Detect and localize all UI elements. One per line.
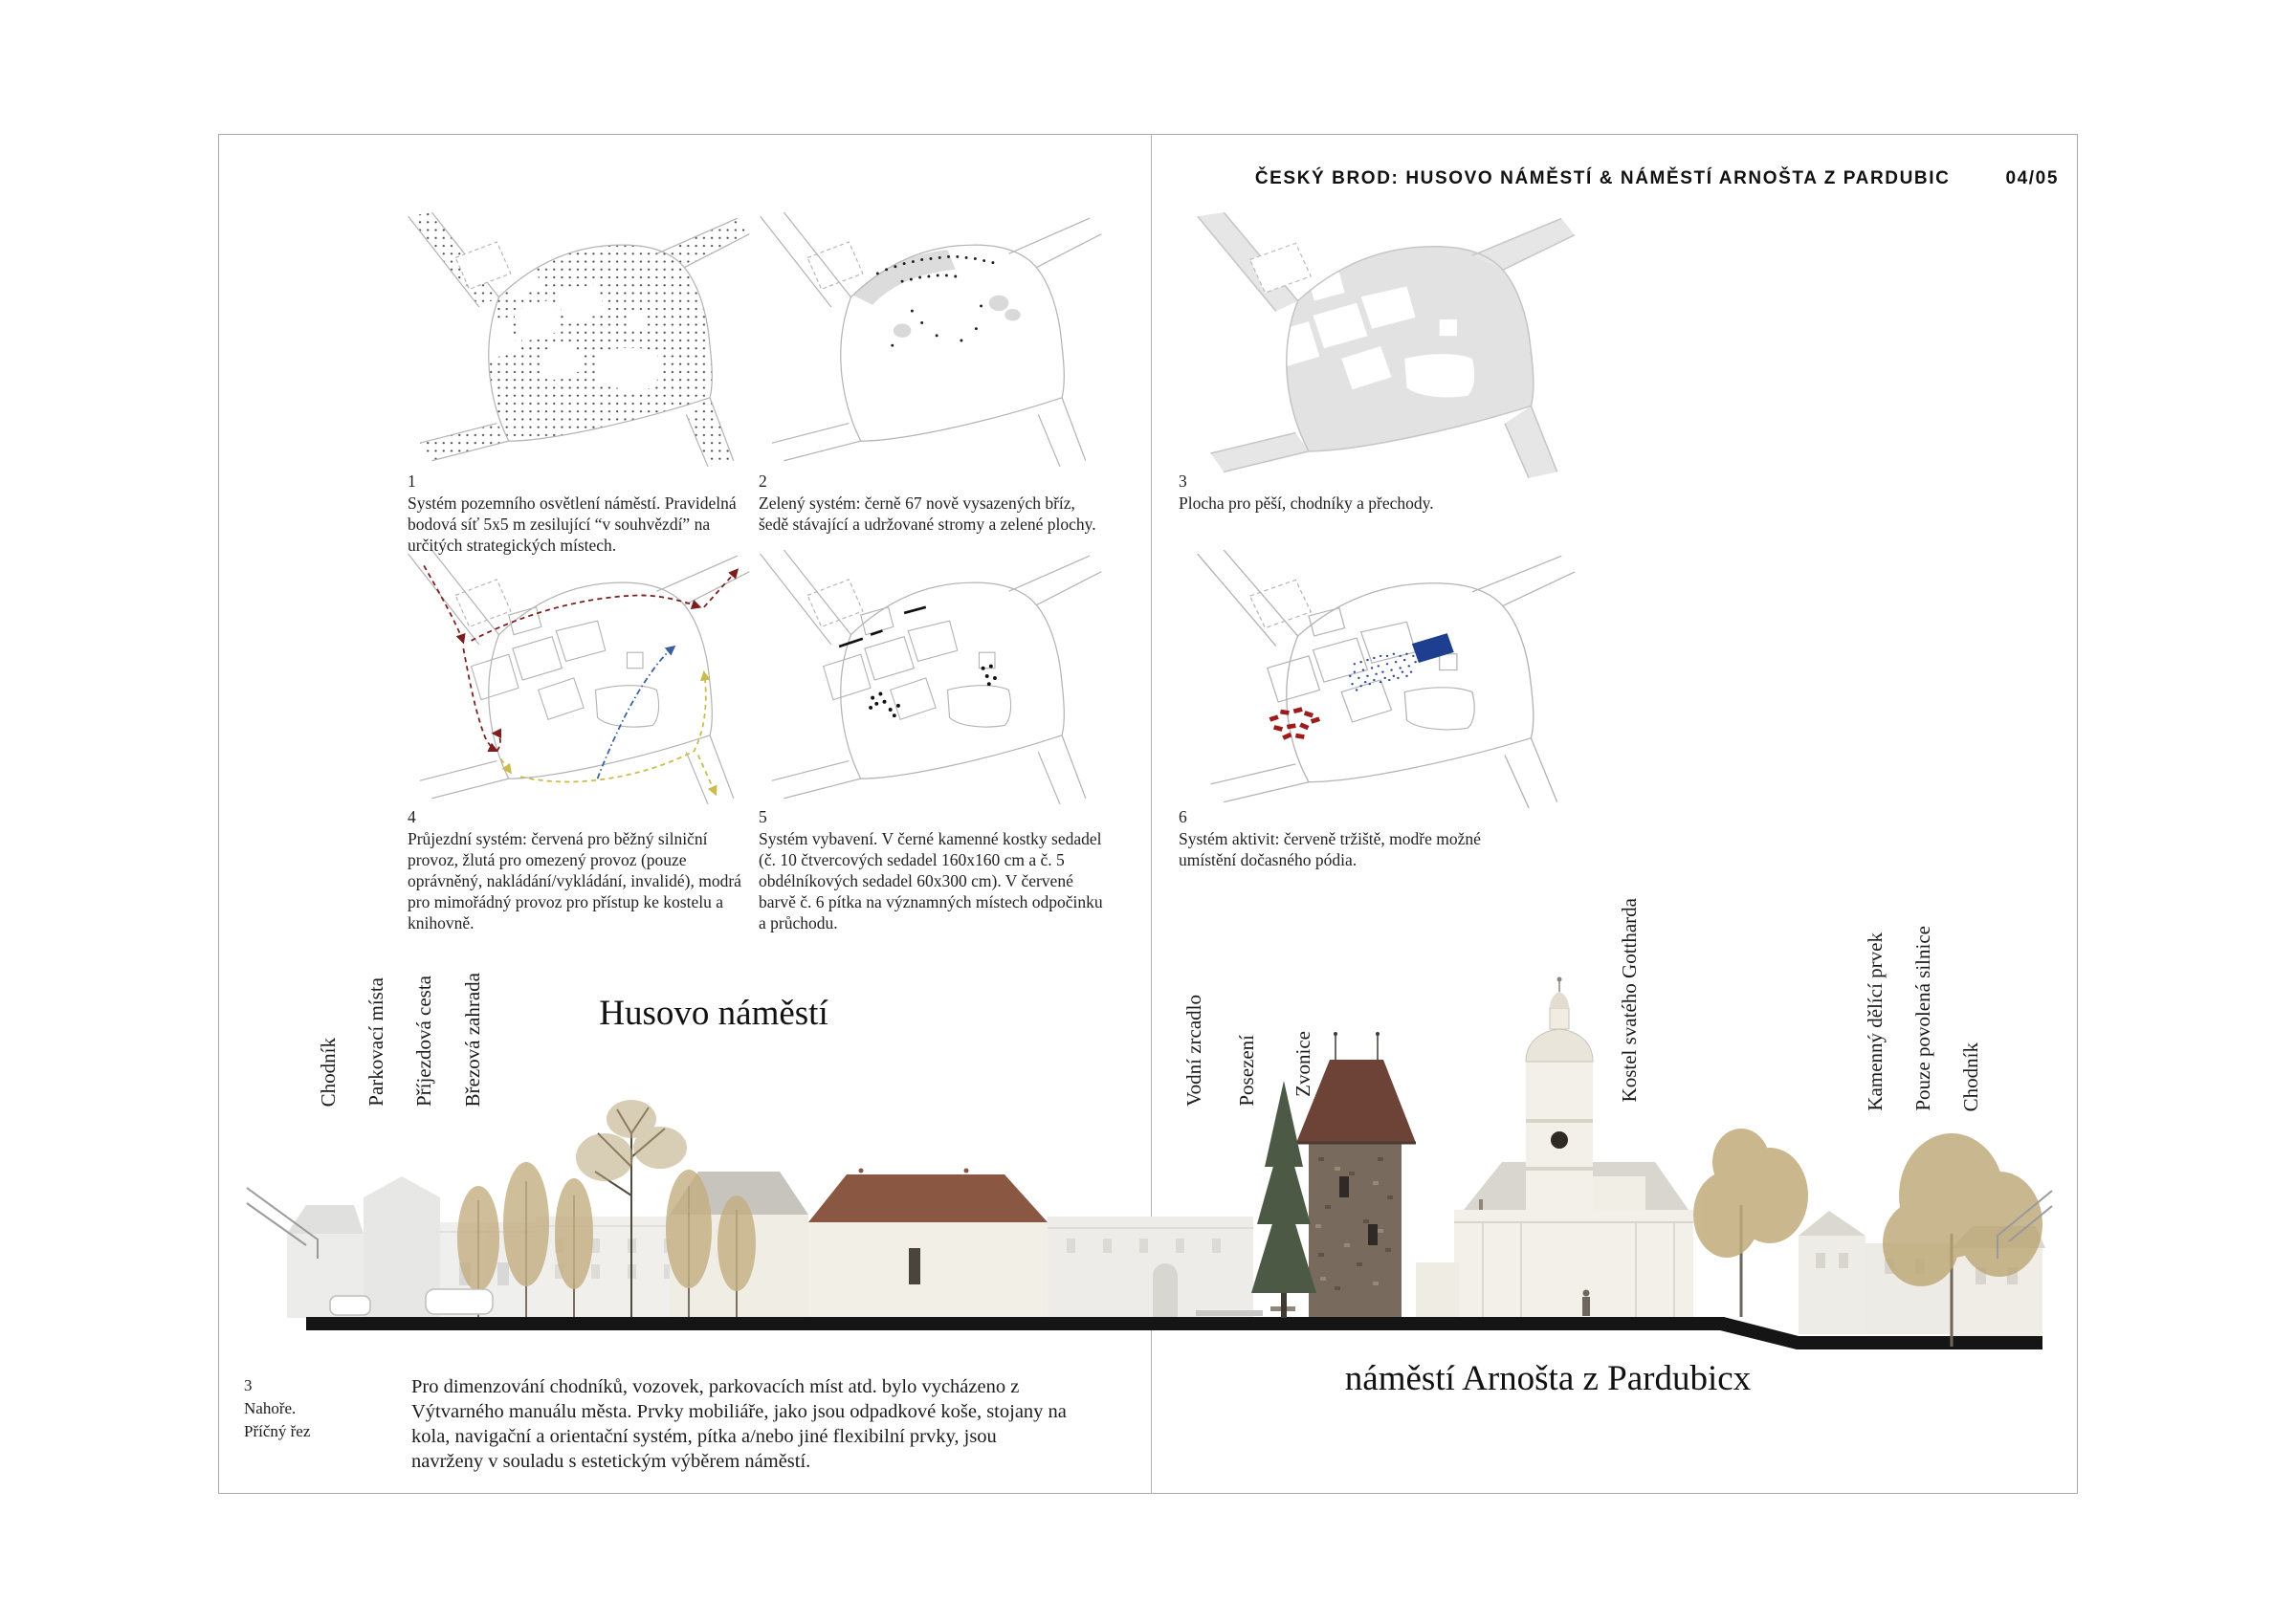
classical-facades — [1048, 1217, 1253, 1318]
note-number: 3 — [244, 1376, 253, 1394]
label-vodni-zrcadlo: Vodní zrcadlo — [1182, 995, 1205, 1107]
label-kostel: Kostel svatého Gottharda — [1618, 897, 1641, 1102]
route-red — [424, 565, 738, 751]
diagram-caption-3 — [1179, 471, 1542, 514]
caption-number: 3 — [1179, 472, 1187, 491]
label-chodnik-left: Chodník — [317, 1037, 340, 1107]
caption-number: 4 — [408, 807, 416, 826]
caption-text: Systém pozemního osvětlení náměstí. Pravidelná bodová síť 5x5 m zesilující “v souhvězdí” na určitých strategických místech. — [408, 493, 737, 555]
diagram-caption-4 — [408, 806, 748, 933]
page-header — [1186, 168, 2059, 189]
note-line2: Příčný řez — [244, 1422, 311, 1440]
design-paragraph: Pro dimenzování chodníků, vozovek, parkovacích míst atd. bylo vycházeno z Výtvarného manuálu města. Prvky mobiliáře, jako jsou odpadkové koše, stojany na kola, navigační a orientační systém, pítka a/nebo jiné flexibilní prvky, jsou navrženy v souladu s estetickým výběrem náměstí. — [411, 1376, 1067, 1472]
site-plan-pedestrian — [1191, 212, 1583, 480]
figure — [1582, 1290, 1590, 1317]
left-square-title: Husovo náměstí — [599, 994, 828, 1033]
bell-tower-zvonice — [1296, 1032, 1416, 1318]
stage-rectangle — [1412, 633, 1454, 663]
water-mirror — [1196, 1310, 1263, 1316]
caption-number: 6 — [1179, 807, 1187, 826]
seat-dots — [869, 665, 997, 717]
diagram-caption-1 — [408, 471, 748, 556]
label-chodnik-right: Chodník — [1959, 1042, 1982, 1111]
label-posezeni: Posezení — [1235, 1035, 1258, 1107]
diagram-caption-2 — [759, 471, 1103, 535]
ground-line — [306, 1317, 2042, 1349]
route-blue — [598, 647, 674, 779]
diagram-caption-5 — [759, 806, 1103, 933]
site-plan-furniture — [754, 550, 1110, 806]
label-parkovaci-mista: Parkovací místa — [364, 977, 387, 1107]
section-note — [244, 1374, 310, 1443]
caption-text: Zelený systém: černě 67 nově vysazených bříz, šedě stávající a udržované stromy a zelené plochy. — [759, 493, 1096, 534]
site-plan-lighting — [402, 212, 758, 469]
market-stalls — [1269, 707, 1320, 739]
caption-text: Systém vybavení. V černé kamenné kostky sedadel (č. 10 čtvercových sedadel 160x160 cm a č. 5 obdélníkových sedadel 60x300 cm). V červené barvě č. 6 pítka na významných místech odpočinku a průchodu. — [759, 829, 1103, 932]
caption-number: 1 — [408, 472, 416, 491]
label-kamenny-prvek: Kamenný dělící prvek — [1864, 932, 1887, 1111]
church-st-gotthard — [1454, 977, 1693, 1319]
caption-text: Plocha pro pěší, chodníky a přechody. — [1179, 493, 1434, 513]
label-brezova-zahrada: Březová zahrada — [461, 972, 484, 1107]
label-zvonice: Zvonice — [1292, 1031, 1314, 1097]
route-yellow — [501, 672, 717, 795]
bench-rows — [839, 607, 926, 647]
spruce-tree — [1251, 1081, 1316, 1318]
site-plan-greenery — [754, 212, 1110, 469]
label-povolena-silnice: Pouze povolená silnice — [1911, 926, 1934, 1111]
building-brown-roof — [808, 1169, 1048, 1319]
caption-number: 5 — [759, 807, 767, 826]
caption-number: 2 — [759, 472, 767, 491]
cross-section-drawing — [239, 976, 2057, 1358]
page-number: 04/05 — [2005, 168, 2059, 188]
header-title: ČESKÝ BROD: HUSOVO NÁMĚSTÍ & NÁMĚSTÍ ARNOŠTA Z PARDUBIC — [1254, 168, 1951, 188]
site-plan-activities — [1191, 550, 1583, 810]
caption-text: Průjezdní systém: červená pro běžný silniční provoz, žlutá pro omezený provoz (pouze oprávněný, nakládání/vykládání, invalidé), modrá pro mimořádný provoz pro přístup ke kostelu a knihovně. — [408, 829, 741, 932]
note-line1: Nahoře. — [244, 1399, 297, 1417]
right-square-title: náměstí Arnošta z Pardubicx — [1344, 1359, 1752, 1398]
label-prijezdova-cesta: Příjezdová cesta — [412, 975, 435, 1107]
diagram-caption-6 — [1179, 806, 1542, 870]
site-plan-traffic — [402, 550, 758, 806]
caption-text: Systém aktivit: červeně tržiště, modře možné umístění dočasného pódia. — [1179, 829, 1481, 869]
